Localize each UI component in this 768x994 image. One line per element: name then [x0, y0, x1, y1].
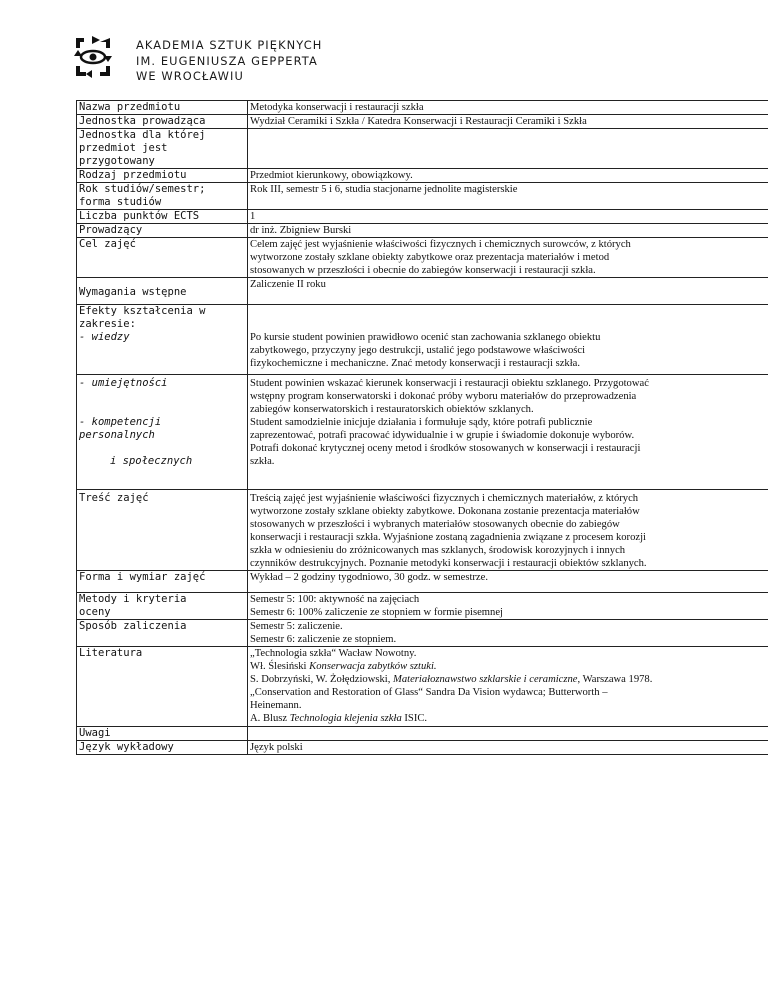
value-course-type: Przedmiot kierunkowy, obowiązkowy. [248, 169, 768, 183]
value-prerequisites: Zaliczenie II roku [248, 278, 768, 305]
label-learning-outcomes: Efekty kształcenia w zakresie: - wiedzy [77, 305, 248, 375]
label-prerequisites: Wymagania wstępne [77, 278, 248, 305]
institution-line-2: IM. EUGENIUSZA GEPPERTA [136, 53, 318, 68]
label-course-name: Nazwa przedmiotu [77, 101, 248, 115]
label-year: Rok studiów/semestr; forma studiów [77, 183, 248, 210]
row-unit [77, 115, 768, 129]
row-year [77, 183, 768, 210]
label-credit-method: Sposób zaliczenia [77, 620, 248, 647]
value-content: Treścią zajęć jest wyjaśnienie właściwości fizycznych i chemicznych materiałów, z których wytworzone zostały szklane obiekty zabytkowe. Dokonana zostanie prezentacja materiałów stosowanych w przeszłości i wybranych materiałów stosowanych obecnie do zabiegów konserwacji i restauracji szkła. Wyjaśnione zostaną zagadnienia związane z procesem korozji szkła w odniesieniu do zróżnicowanych mas szklanych, środowisk korozyjnych i innych czynników destrukcyjnych. Poznanie metodyki konserwacji i restauracji obiektów szklanych. [248, 490, 768, 571]
academy-eye-logo-svg [70, 34, 116, 80]
row-learning-outcomes-skills [77, 375, 768, 490]
value-credit-method: Semestr 5: zaliczenie. Semestr 6: zaliczenie ze stopniem. [248, 620, 768, 647]
row-content [77, 490, 768, 571]
label-skills: - umiejętności [79, 377, 168, 389]
row-course-name [77, 101, 768, 115]
value-knowledge: Po kursie student powinien prawidłowo ocenić stan zachowania szklanego obiektu zabytkowego, przyczyny jego destrukcji, ustalić jego podstawowe właściwości fizykochemiczne i mechaniczne. Znać metody konserwacji i restauracji szkła. [248, 305, 768, 375]
label-lecturer: Prowadzący [77, 224, 248, 238]
row-form [77, 571, 768, 593]
label-content: Treść zajęć [77, 490, 248, 571]
value-literature: „Technologia szkła“ Wacław Nowotny. Wł. Ślesiński Konserwacja zabytków sztuki. S. Dobrzyński, W. Żołędziowski, Materiałoznawstwo szklarskie i ceramiczne, Warszawa 1978. „Conservation and Restoration of Glass“ Sandra Da Vision wydawca; Butterworth – Heinemann. A. Blusz Technologia klejenia szkła ISIC. [248, 647, 768, 727]
row-literature [77, 647, 768, 727]
label-unit: Jednostka prowadząca [77, 115, 248, 129]
row-target-unit [77, 129, 768, 169]
label-course-type: Rodzaj przedmiotu [77, 169, 248, 183]
label-form: Forma i wymiar zajęć [77, 571, 248, 593]
value-language: Język polski [248, 741, 768, 755]
value-course-name: Metodyka konserwacji i restauracji szkła [248, 101, 768, 115]
label-assessment: Metody i kryteria oceny [77, 593, 248, 620]
row-ects [77, 210, 768, 224]
row-learning-outcomes-knowledge [77, 305, 768, 375]
value-target-unit [248, 129, 768, 169]
value-skills-competences: Student powinien wskazać kierunek konserwacji i restauracji obiektu szklanego. Przygotować wstępny program konserwatorski i dokonać próby wyboru materiałów do przeprowadzenia zabiegów konserwatorskich i restauratorskich obiektów szklanych. Student samodzielnie inicjuje działania i formułuje sądy, które potrafi publicznie zaprezentować, potrafi pracować idywidualnie i w grupie i świadomie dokonuje wyborów. Potrafi dokonać krytycznej oceny metod i środków stosowanych w konserwacji i restauracji szkła. [248, 375, 768, 490]
row-assessment [77, 593, 768, 620]
label-target-unit: Jednostka dla której przedmiot jest przygotowany [77, 129, 248, 169]
label-competences: - kompetencji [79, 416, 162, 428]
value-lecturer: dr inż. Zbigniew Burski [248, 224, 768, 238]
label-literature: Literatura [77, 647, 248, 727]
label-ects: Liczba punktów ECTS [77, 210, 248, 224]
label-social: i społecznych [110, 455, 193, 467]
label-objective: Cel zajęć [77, 238, 248, 278]
row-notes [77, 727, 768, 741]
academy-eye-logo-icon [70, 34, 116, 80]
row-objective [77, 238, 768, 278]
label-language: Język wykładowy [77, 741, 248, 755]
institution-line-1: AKADEMIA SZTUK PIĘKNYCH [136, 38, 323, 52]
value-assessment: Semestr 5: 100: aktywność na zajęciach Semestr 6: 100% zaliczenie ze stopniem w formie pisemnej [248, 593, 768, 620]
label-skills-competences: - umiejętności - kompetencji personalnych i społecznych [77, 375, 248, 490]
label-notes: Uwagi [77, 727, 248, 741]
value-ects: 1 [248, 210, 768, 224]
row-language [77, 741, 768, 755]
value-objective: Celem zajęć jest wyjaśnienie właściwości fizycznych i chemicznych surowców, z których wytworzone zostały szklane obiekty zabytkowe oraz prezentacja materiałów i metod stosowanych w przeszłości i obecnie do zabiegów konserwacji i restauracji szkła. [248, 238, 768, 278]
row-course-type [77, 169, 768, 183]
value-unit: Wydział Ceramiki i Szkła / Katedra Konserwacji i Restauracji Ceramiki i Szkła [248, 115, 768, 129]
value-form: Wykład – 2 godziny tygodniowo, 30 godz. w semestrze. [248, 571, 768, 593]
course-card-table [76, 100, 768, 755]
institution-name [136, 38, 322, 85]
row-prerequisites [77, 278, 768, 305]
institution-line-3: WE WROCŁAWIU [136, 69, 244, 83]
label-knowledge: - wiedzy [79, 331, 130, 343]
value-year: Rok III, semestr 5 i 6, studia stacjonarne jednolite magisterskie [248, 183, 768, 210]
row-credit-method [77, 620, 768, 647]
row-lecturer [77, 224, 768, 238]
value-notes [248, 727, 768, 741]
